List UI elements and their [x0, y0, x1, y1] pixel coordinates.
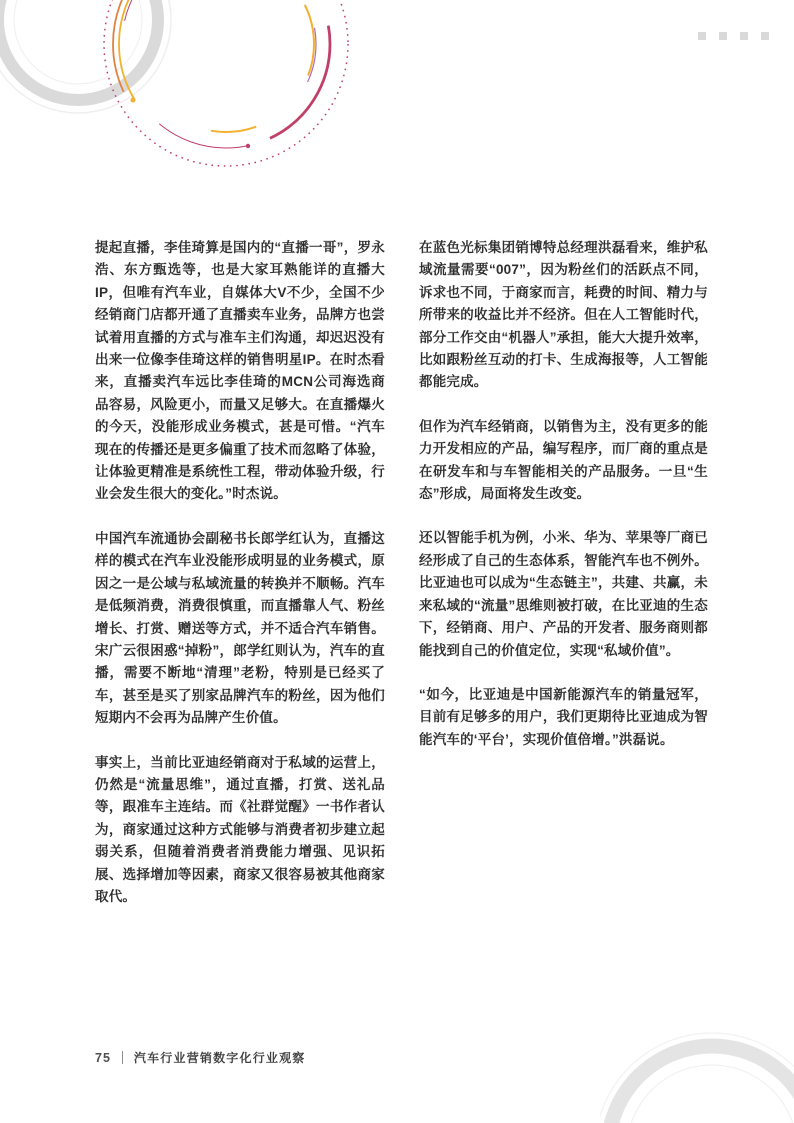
- paragraph: “如今，比亚迪是中国新能源汽车的销量冠军，目前有足够多的用户，我们更期待比亚迪成为智能汽车的‘平台’，实现价值倍增。”洪磊说。: [419, 686, 708, 747]
- paragraph: 在蓝色光标集团销博特总经理洪磊看来，维护私域流量需要“007”，因为粉丝们的活跃点不同，诉求也不同，于商家而言，耗费的时间、精力与所带来的收益比并不经济。但在人工智能时代，部分工作交由“机器人”承担，能大大提升效率，比如跟粉丝互动的打卡、生成海报等，人工智能都能完成。: [419, 240, 708, 390]
- decorative-circles-top-left: [0, 0, 360, 175]
- page-number: 75: [95, 1050, 111, 1065]
- corner-square-icon: [698, 32, 706, 40]
- crimson-arc-end-dot: [246, 144, 250, 148]
- right-column: [419, 237, 708, 930]
- page-footer: [95, 1049, 306, 1066]
- paragraph: 中国汽车流通协会副秘书长郎学红认为，直播这样的模式在汽车业没能形成明显的业务模式，原因之一是公域与私域流量的转换并不顺畅。汽车是低频消费，消费很慎重，而直播靠人气、粉丝增长、打赏、赠送等方式，并不适合汽车销售。宋广云很困惑“掉粉”，郎学红则认为，汽车的直播，需要不断地“清理”老粉，特别是已经买了车，甚至是买了别家品牌汽车的粉丝，因为他们短期内不会再为品牌产生价值。: [95, 530, 385, 726]
- paragraph: 还以智能手机为例，小米、华为、苹果等厂商已经形成了自己的生态体系，智能汽车也不例外。比亚迪也可以成为“生态链主”，共建、共赢，未来私域的“流量”思维则被打破，在比亚迪的生态下，经销商、用户、产品的开发者、服务商则都能找到自己的价值定位，实现“私域价值”。: [419, 530, 708, 658]
- yellow-west-arc: [119, 0, 333, 151]
- corner-square-icon: [740, 32, 748, 40]
- yellow-arcs: [138, 0, 314, 132]
- left-column: [95, 237, 385, 930]
- corner-square-icon: [719, 32, 727, 40]
- decorative-ring-bottom-right: [600, 1028, 794, 1123]
- paragraph: 事实上，当前比亚迪经销商对于私域的运营上，仍然是“流量思维”，通过直播，打赏、送礼品等，跟准车主连结。而《社群觉醒》一书作者认为，商家通过这种方式能够与消费者初步建立起弱关系，但随着消费者消费能力增强、见识拓展、选择增加等因素，商家又很容易被其他商家取代。: [95, 754, 385, 904]
- footer-divider: [122, 1051, 123, 1064]
- paragraph: 但作为汽车经销商，以销售为主，没有更多的能力开发相应的产品，编写程序，而厂商的重点是在研发车和与车智能相关的产品服务。一旦“生态”形成，局面将发生改变。: [419, 418, 708, 502]
- article-content: [95, 237, 708, 930]
- footer-title: 汽车行业营销数字化行业观察: [133, 1051, 306, 1065]
- paragraph: 提起直播，李佳琦算是国内的“直播一哥”，罗永浩、东方甄选等，也是大家耳熟能详的直播大IP，但唯有汽车业，自媒体大V不少，全国不少经销商门店都开通了直播卖车业务，品牌方也尝试着用直播的方式与准车主们沟通，却迟迟没有出来一位像李佳琦这样的销售明星IP。在时杰看来，直播卖汽车远比李佳琦的MCN公司海选商品容易，风险更小，而量又足够大。在直播爆火的今天，没能形成业务模式，甚是可惜。“汽车现在的传播还是更多偏重了技术而忽略了体验，让体验更精准是系统性工程，带动体验升级，行业会发生很大的变化。”时杰说。: [95, 240, 385, 502]
- yellow-arc-end-dot: [131, 98, 136, 103]
- corner-square-icon: [761, 32, 769, 40]
- corner-squares: [698, 32, 769, 40]
- orange-west-arc: [113, 0, 339, 157]
